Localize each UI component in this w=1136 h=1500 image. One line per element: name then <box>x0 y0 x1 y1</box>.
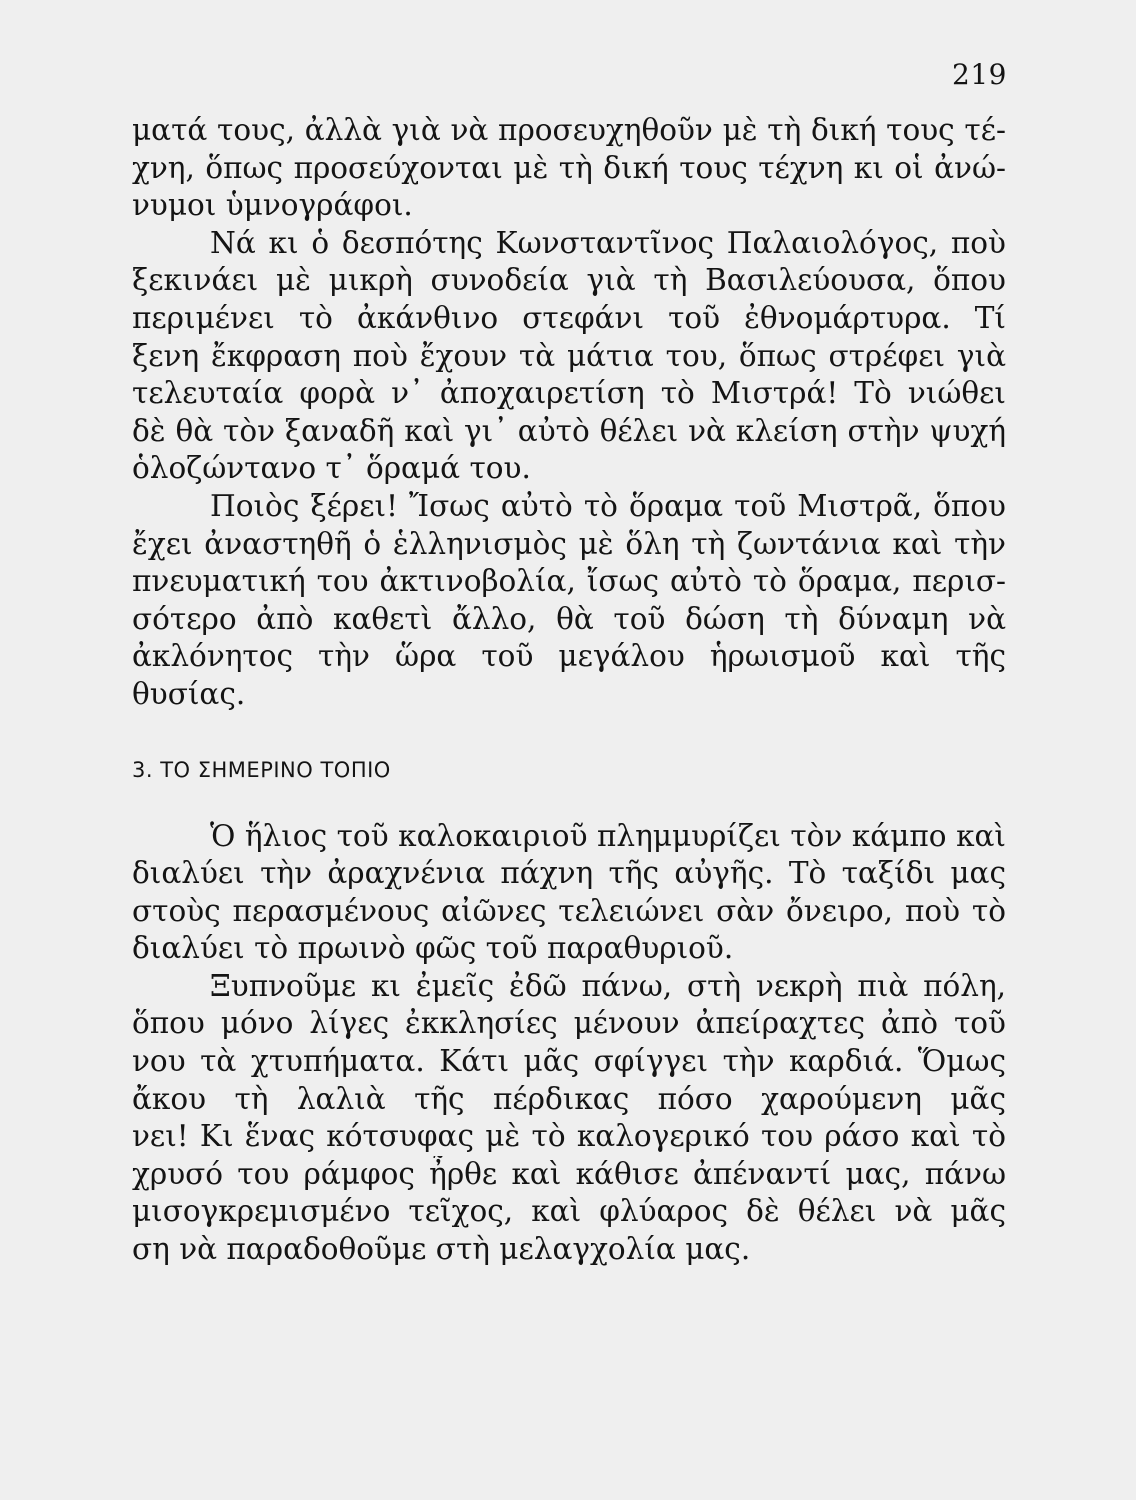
text-line: ξεκινάει μὲ μικρὴ συνοδεία γιὰ τὴ Βασιλεύουσα, ὅπου <box>132 263 1006 298</box>
text-line: χνη, ὅπως προσεύχονται μὲ τὴ δική τους τέχνη κι οἱ ἀνώ- <box>132 150 1006 185</box>
text-line: ση νὰ παραδοθοῦμε στὴ μελαγχολία μας. <box>132 1232 751 1267</box>
text-line: Ποιὸς ξέρει! Ἴσως αὐτὸ τὸ ὅραμα τοῦ Μιστρᾶ, ὅπου <box>210 488 1006 523</box>
text-line: ὅπου μόνο λίγες ἐκκλησίες μένουν ἀπείραχτες ἀπὸ τοῦ <box>132 1006 1006 1041</box>
text-line: διαλύει τὸ πρωινὸ φῶς τοῦ παραθυριοῦ. <box>132 931 734 966</box>
text-line: τελευταία φορὰ ν᾽ ἀποχαιρετίση τὸ Μιστρά! Τὸ νιώθει <box>132 376 1006 411</box>
text-line: διαλύει τὴν ἀραχνένια πάχνη τῆς αὐγῆς. Τὸ ταξίδι μας <box>132 856 1006 891</box>
text-line: ξενη ἔκφραση ποὺ ἔχουν τὰ μάτια του, ὅπως στρέφει γιὰ <box>132 338 1006 373</box>
text-line: μισογκρεμισμένο τεῖχος, καὶ φλύαρος δὲ θέλει νὰ μᾶς <box>132 1194 1006 1229</box>
paragraph <box>132 488 1006 714</box>
text-line: χρυσό του ράμφος ἦρθε καὶ κάθισε ἀπέναντί μας, πάνω <box>132 1156 1006 1191</box>
text-line: Νά κι ὁ δεσπότης Κωνσταντῖνος Παλαιολόγος, ποὺ <box>210 225 1006 260</box>
text-line: ματά τους, ἀλλὰ γιὰ νὰ προσευχηθοῦν μὲ τὴ δική τους τέ- <box>132 113 1006 147</box>
page-number: 219 <box>952 58 1007 91</box>
text-line: ὁλοζώντανο τ᾽ ὅραμά του. <box>132 451 531 486</box>
text-line: στοὺς περασμένους αἰῶνες τελειώνει σὰν ὄνειρο, ποὺ τὸ <box>132 893 1006 928</box>
paragraph <box>132 112 1006 225</box>
text-line: ἀκλόνητος τὴν ὥρα τοῦ μεγάλου ἡρωισμοῦ καὶ τῆς <box>132 639 1006 674</box>
paragraph <box>132 225 1006 488</box>
text-line: δὲ θὰ τὸν ξαναδῆ καὶ γι᾽ αὐτὸ θέλει νὰ κλείση στὴν ψυχή <box>132 413 1006 448</box>
paragraph <box>132 968 1006 1269</box>
text-line: νου τὰ χτυπήματα. Κάτι μᾶς σφίγγει τὴν καρδιά. Ὅμως <box>132 1044 1006 1079</box>
text-line: ἔχει ἀναστηθῆ ὁ ἑλληνισμὸς μὲ ὅλη τὴ ζωντάνια καὶ τὴν <box>132 526 1006 561</box>
text-column <box>132 112 1006 1269</box>
text-line: νυμοι ὑμνογράφοι. <box>132 188 413 223</box>
text-line: Ξυπνοῦμε κι ἐμεῖς ἐδῶ πάνω, στὴ νεκρὴ πιὰ πόλη, <box>210 968 1006 1003</box>
text-line: νει! Κι ἕνας κότσυφας μὲ τὸ καλογερικό του ράσο καὶ τὸ <box>132 1119 1006 1154</box>
paragraph <box>132 818 1006 968</box>
section-heading: 3. ΤΟ ΣΗΜΕΡΙΝΟ ΤΟΠΙΟ <box>132 757 391 782</box>
text-line: Ὁ ἥλιος τοῦ καλοκαιριοῦ πλημμυρίζει τὸν κάμπο καὶ <box>210 818 1006 853</box>
text-line: ἄκου τὴ λαλιὰ τῆς πέρδικας πόσο χαρούμενη μᾶς <box>132 1081 1006 1116</box>
text-line: θυσίας. <box>132 676 246 711</box>
text-line: πνευματική του ἀκτινοβολία, ἴσως αὐτὸ τὸ ὅραμα, περισ- <box>132 564 1006 599</box>
text-line: περιμένει τὸ ἀκάνθινο στεφάνι τοῦ ἐθνομάρτυρα. Τί <box>132 300 1006 335</box>
text-line: σότερο ἀπὸ καθετὶ ἄλλο, θὰ τοῦ δώση τὴ δύναμη νὰ <box>132 601 1006 636</box>
